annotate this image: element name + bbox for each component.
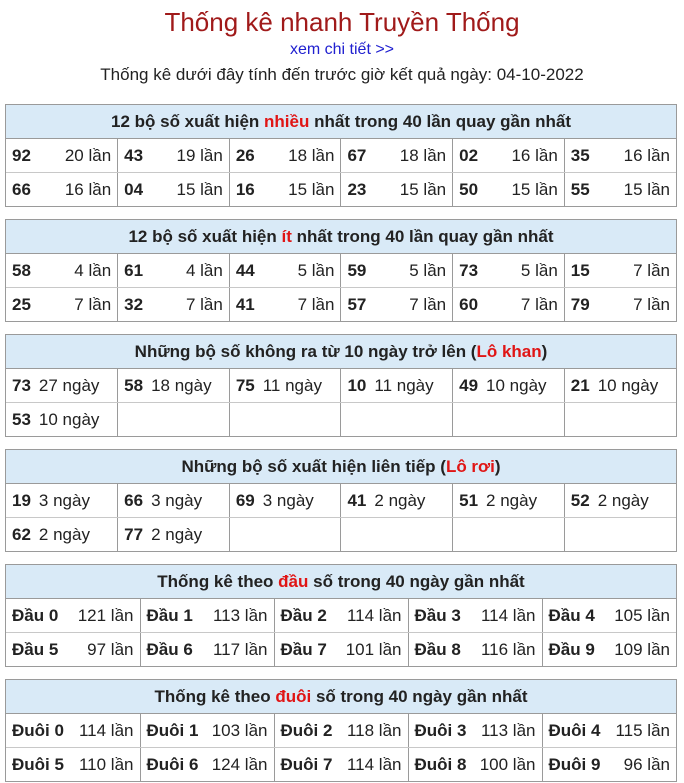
stat-cell bbox=[564, 403, 676, 437]
stat-number: 69 bbox=[235, 490, 255, 510]
stat-count: 7 lần bbox=[409, 294, 447, 314]
table-row bbox=[6, 173, 676, 207]
stat-cell bbox=[118, 484, 230, 518]
stat-count: 10 ngày bbox=[486, 375, 547, 395]
stat-count: 7 lần bbox=[297, 294, 335, 314]
stat-cell bbox=[6, 254, 118, 288]
stat-number: 92 bbox=[12, 145, 31, 165]
stat-count: 15 lần bbox=[623, 179, 670, 199]
stat-number: 23 bbox=[347, 179, 367, 199]
stat-cell bbox=[6, 599, 140, 633]
stat-number: 50 bbox=[459, 179, 479, 199]
stat-number: Đuôi 7 bbox=[280, 754, 333, 774]
heading-highlight: Lô rơi bbox=[445, 457, 495, 476]
stat-cell bbox=[6, 714, 140, 748]
stat-number: Đầu 9 bbox=[548, 639, 595, 659]
stat-number: 53 bbox=[12, 409, 31, 429]
stat-cell bbox=[542, 748, 676, 782]
stat-cell bbox=[118, 139, 230, 173]
stat-number: 51 bbox=[459, 490, 479, 510]
stat-number: Đuôi 8 bbox=[414, 754, 467, 774]
stat-number: Đuôi 5 bbox=[12, 754, 64, 774]
stat-number: 35 bbox=[570, 145, 590, 165]
stat-count: 100 lần bbox=[479, 754, 536, 774]
stat-count: 113 lần bbox=[480, 720, 536, 740]
stat-number: 57 bbox=[347, 294, 367, 314]
stat-count: 117 lần bbox=[212, 639, 268, 659]
stat-count: 16 lần bbox=[511, 145, 558, 165]
stat-number: Đuôi 9 bbox=[548, 754, 601, 774]
heading-highlight: đuôi bbox=[275, 687, 312, 706]
stat-number: 66 bbox=[124, 490, 144, 510]
heading-highlight: đầu bbox=[278, 572, 309, 591]
stat-number: 60 bbox=[459, 294, 479, 314]
stat-cell bbox=[542, 714, 676, 748]
date-note: Thống kê dưới đây tính đến trước giờ kết quả ngày: 04-10-2022 bbox=[100, 65, 584, 84]
stat-number: Đầu 1 bbox=[146, 605, 193, 625]
stat-cell bbox=[229, 254, 341, 288]
stat-cell bbox=[274, 599, 408, 633]
stat-cell bbox=[341, 173, 453, 207]
stat-count: 2 ngày bbox=[38, 524, 90, 544]
stat-cell bbox=[341, 254, 453, 288]
stat-count: 4 lần bbox=[185, 260, 223, 280]
stat-count: 7 lần bbox=[74, 294, 112, 314]
stat-count: 7 lần bbox=[185, 294, 223, 314]
stat-count: 2 ngày bbox=[151, 524, 203, 544]
section-heading bbox=[6, 565, 676, 599]
lo-khan-table bbox=[5, 334, 677, 437]
stat-cell bbox=[341, 403, 453, 437]
heading-text: nhất trong 40 lần quay gần nhất bbox=[309, 112, 572, 131]
table-row bbox=[6, 254, 676, 288]
stat-number: 41 bbox=[347, 490, 367, 510]
stat-number: 25 bbox=[12, 294, 31, 314]
stat-number: 04 bbox=[124, 179, 144, 199]
heading-text: Thống kê theo bbox=[154, 687, 276, 706]
stat-cell bbox=[118, 288, 230, 322]
stat-number: 21 bbox=[570, 375, 590, 395]
dau-stats-table bbox=[5, 564, 677, 667]
stat-count: 10 ngày bbox=[597, 375, 659, 395]
duoi-stats-table bbox=[5, 679, 677, 782]
stat-count: 7 lần bbox=[633, 260, 670, 280]
stat-cell bbox=[118, 518, 230, 552]
stat-cell bbox=[118, 403, 230, 437]
stat-number: 49 bbox=[459, 375, 479, 395]
heading-text: 12 bộ số xuất hiện bbox=[128, 227, 282, 246]
heading-highlight: ít bbox=[281, 227, 292, 246]
table-row bbox=[6, 403, 676, 437]
stat-count: 15 lần bbox=[176, 179, 223, 199]
stat-count: 18 lần bbox=[399, 145, 447, 165]
stat-cell bbox=[564, 518, 676, 552]
stat-count: 2 ngày bbox=[486, 490, 538, 510]
stat-count: 96 lần bbox=[623, 754, 670, 774]
stat-cell bbox=[341, 369, 453, 403]
stat-cell bbox=[140, 714, 274, 748]
heading-text: nhất trong 40 lần quay gần nhất bbox=[291, 227, 554, 246]
stat-number: Đầu 0 bbox=[12, 605, 59, 625]
stat-number: Đuôi 6 bbox=[146, 754, 199, 774]
stat-cell bbox=[274, 714, 408, 748]
stat-cell bbox=[6, 518, 118, 552]
table-row bbox=[6, 288, 676, 322]
stat-count: 18 lần bbox=[288, 145, 335, 165]
heading-text: 12 bộ số xuất hiện bbox=[110, 112, 265, 131]
stat-cell bbox=[229, 484, 341, 518]
stat-count: 2 ngày bbox=[374, 490, 426, 510]
stat-number: Đầu 8 bbox=[414, 639, 461, 659]
stat-number: 52 bbox=[570, 490, 590, 510]
page-header bbox=[0, 0, 684, 87]
stat-count: 109 lần bbox=[614, 639, 670, 659]
stat-cell bbox=[140, 633, 274, 667]
stat-count: 27 ngày bbox=[38, 375, 100, 395]
stat-cell bbox=[229, 369, 341, 403]
table-row bbox=[6, 139, 676, 173]
least-frequent-table bbox=[5, 219, 677, 322]
stat-count: 7 lần bbox=[520, 294, 558, 314]
stat-count: 3 ngày bbox=[38, 490, 90, 510]
stat-number: 67 bbox=[347, 145, 367, 165]
stat-count: 110 lần bbox=[78, 754, 134, 774]
stat-number: 77 bbox=[124, 524, 144, 544]
table-row bbox=[6, 369, 676, 403]
stat-cell bbox=[453, 139, 565, 173]
stat-number: 44 bbox=[235, 260, 255, 280]
stat-cell bbox=[140, 748, 274, 782]
stat-number: 02 bbox=[459, 145, 479, 165]
stat-cell bbox=[408, 714, 542, 748]
stat-number: 19 bbox=[12, 490, 31, 510]
stat-count: 11 ngày bbox=[374, 375, 434, 395]
stat-cell bbox=[341, 518, 453, 552]
stat-number: Đầu 6 bbox=[146, 639, 193, 659]
stat-count: 5 lần bbox=[297, 260, 335, 280]
stat-number: Đuôi 1 bbox=[146, 720, 199, 740]
section-heading bbox=[6, 220, 676, 254]
stat-number: 41 bbox=[235, 294, 255, 314]
stat-cell bbox=[453, 403, 565, 437]
stat-number: 58 bbox=[12, 260, 31, 280]
stat-number: 59 bbox=[347, 260, 367, 280]
stat-number: Đầu 4 bbox=[548, 605, 595, 625]
stat-number: Đuôi 2 bbox=[280, 720, 333, 740]
stat-cell bbox=[453, 484, 565, 518]
stat-number: Đầu 2 bbox=[280, 605, 327, 625]
stat-cell bbox=[564, 288, 676, 322]
stat-cell bbox=[6, 173, 118, 207]
stat-count: 124 lần bbox=[211, 754, 268, 774]
stat-count: 4 lần bbox=[74, 260, 112, 280]
stat-number: 43 bbox=[124, 145, 144, 165]
stat-count: 5 lần bbox=[520, 260, 558, 280]
stat-cell bbox=[341, 139, 453, 173]
section-heading bbox=[6, 105, 676, 139]
stat-number: Đuôi 3 bbox=[414, 720, 467, 740]
section-heading bbox=[6, 335, 676, 369]
stat-cell bbox=[6, 484, 118, 518]
table-row bbox=[6, 518, 676, 552]
stat-cell bbox=[408, 748, 542, 782]
stat-count: 103 lần bbox=[211, 720, 268, 740]
stat-number: Đuôi 4 bbox=[548, 720, 601, 740]
stat-cell bbox=[453, 254, 565, 288]
table-row bbox=[6, 599, 676, 633]
heading-text: Những bộ số xuất hiện liên tiếp ( bbox=[181, 457, 446, 476]
stat-cell bbox=[453, 173, 565, 207]
stat-cell bbox=[6, 633, 140, 667]
table-row bbox=[6, 714, 676, 748]
stat-count: 5 lần bbox=[409, 260, 447, 280]
detail-link[interactable]: xem chi tiết >> bbox=[289, 41, 395, 58]
stat-count: 18 ngày bbox=[151, 375, 212, 395]
stat-cell bbox=[408, 599, 542, 633]
stat-cell bbox=[229, 139, 341, 173]
heading-text: số trong 40 ngày gần nhất bbox=[311, 687, 528, 706]
stat-number: Đuôi 0 bbox=[12, 720, 64, 740]
stat-count: 118 lần bbox=[346, 720, 402, 740]
table-row bbox=[6, 484, 676, 518]
section-heading bbox=[6, 450, 676, 484]
stat-number: 62 bbox=[12, 524, 31, 544]
heading-text: ) bbox=[494, 457, 501, 476]
stat-cell bbox=[564, 173, 676, 207]
stat-cell bbox=[118, 369, 230, 403]
stat-number: Đầu 7 bbox=[280, 639, 327, 659]
stat-count: 19 lần bbox=[176, 145, 223, 165]
stat-number: 61 bbox=[124, 260, 144, 280]
stat-cell bbox=[6, 748, 140, 782]
stat-cell bbox=[6, 139, 118, 173]
stat-cell bbox=[341, 288, 453, 322]
stat-cell bbox=[229, 403, 341, 437]
table-row bbox=[6, 748, 676, 782]
stat-cell bbox=[229, 173, 341, 207]
stat-cell bbox=[542, 599, 676, 633]
stat-count: 20 lần bbox=[64, 145, 112, 165]
stat-count: 113 lần bbox=[212, 605, 268, 625]
lo-roi-table bbox=[5, 449, 677, 552]
stat-cell bbox=[274, 633, 408, 667]
stat-number: 58 bbox=[124, 375, 144, 395]
stat-number: 55 bbox=[570, 179, 590, 199]
stat-number: Đầu 5 bbox=[12, 639, 59, 659]
heading-text: số trong 40 ngày gần nhất bbox=[308, 572, 525, 591]
stat-cell bbox=[564, 484, 676, 518]
stat-cell bbox=[6, 369, 118, 403]
stat-cell bbox=[453, 288, 565, 322]
stat-count: 15 lần bbox=[511, 179, 558, 199]
stat-count: 115 lần bbox=[615, 720, 670, 740]
stat-number: 32 bbox=[124, 294, 144, 314]
stat-cell bbox=[118, 254, 230, 288]
stat-number: 10 bbox=[347, 375, 367, 395]
stat-number: 16 bbox=[235, 179, 255, 199]
section-heading bbox=[6, 680, 676, 714]
stat-count: 16 lần bbox=[623, 145, 670, 165]
stat-number: 66 bbox=[12, 179, 31, 199]
stat-count: 15 lần bbox=[399, 179, 447, 199]
stat-count: 105 lần bbox=[614, 605, 670, 625]
stat-count: 114 lần bbox=[78, 720, 134, 740]
stat-cell bbox=[6, 403, 118, 437]
heading-highlight: Lô khan bbox=[476, 342, 542, 361]
stat-cell bbox=[542, 633, 676, 667]
stat-count: 15 lần bbox=[288, 179, 335, 199]
stat-cell bbox=[564, 369, 676, 403]
stat-count: 101 lần bbox=[345, 639, 402, 659]
stat-cell bbox=[274, 748, 408, 782]
stat-count: 3 ngày bbox=[262, 490, 314, 510]
heading-text: ) bbox=[541, 342, 548, 361]
stat-cell bbox=[453, 369, 565, 403]
heading-text: Thống kê theo bbox=[157, 572, 279, 591]
stat-cell bbox=[408, 633, 542, 667]
most-frequent-table bbox=[5, 104, 677, 207]
stat-count: 114 lần bbox=[346, 754, 402, 774]
stat-count: 10 ngày bbox=[38, 409, 100, 429]
heading-highlight: nhiều bbox=[264, 112, 310, 131]
stat-cell bbox=[118, 173, 230, 207]
stat-count: 97 lần bbox=[87, 639, 134, 659]
stat-cell bbox=[140, 599, 274, 633]
stat-cell bbox=[341, 484, 453, 518]
stat-number: 75 bbox=[235, 375, 255, 395]
stat-number: 73 bbox=[12, 375, 31, 395]
stat-count: 11 ngày bbox=[262, 375, 322, 395]
stat-cell bbox=[564, 139, 676, 173]
stat-cell bbox=[229, 518, 341, 552]
stat-number: 26 bbox=[235, 145, 255, 165]
stat-cell bbox=[229, 288, 341, 322]
table-row bbox=[6, 633, 676, 667]
heading-text: Những bộ số không ra từ 10 ngày trở lên ( bbox=[134, 342, 477, 361]
page-title: Thống kê nhanh Truyền Thống bbox=[164, 7, 520, 37]
stat-count: 2 ngày bbox=[597, 490, 649, 510]
stat-count: 3 ngày bbox=[151, 490, 203, 510]
stat-count: 114 lần bbox=[480, 605, 536, 625]
stat-count: 116 lần bbox=[480, 639, 536, 659]
stat-number: 73 bbox=[459, 260, 479, 280]
stat-count: 16 lần bbox=[64, 179, 112, 199]
stat-cell bbox=[564, 254, 676, 288]
stat-count: 7 lần bbox=[633, 294, 670, 314]
stat-number: 15 bbox=[570, 260, 590, 280]
stat-number: Đầu 3 bbox=[414, 605, 461, 625]
stat-cell bbox=[6, 288, 118, 322]
stat-count: 121 lần bbox=[77, 605, 134, 625]
stat-number: 79 bbox=[570, 294, 590, 314]
stat-cell bbox=[453, 518, 565, 552]
stat-count: 114 lần bbox=[346, 605, 402, 625]
